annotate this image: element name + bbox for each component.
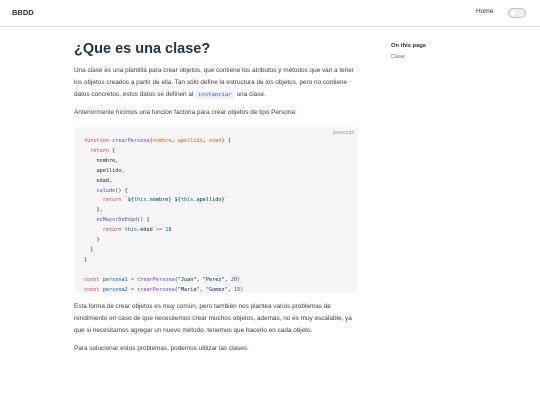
- code-language-label: javascript: [332, 130, 354, 136]
- code-token: esMayorDeEdad: [96, 217, 138, 224]
- code-token: function: [84, 138, 109, 144]
- code-token: "Maria": [177, 286, 200, 293]
- code-token: .nombre} $: [146, 197, 178, 204]
- code-token: this: [180, 197, 194, 204]
- nav-link-home[interactable]: Home: [476, 8, 494, 15]
- code-token: apellido,: [96, 167, 125, 174]
- code-token: 15: [233, 286, 241, 293]
- code-token: .edad: [137, 227, 153, 234]
- code-token: const: [84, 276, 100, 283]
- code-token: .apellido}`: [193, 197, 228, 204]
- paragraph-intro: [74, 65, 358, 101]
- code-token: const: [84, 286, 100, 293]
- code-token: "Gomez": [205, 286, 228, 293]
- code-token: return: [102, 197, 122, 204]
- code-block: [74, 127, 358, 293]
- code-token: 20: [230, 276, 238, 283]
- code-token: "Perez": [202, 276, 225, 283]
- code-token: return: [102, 227, 122, 234]
- code-token: >=: [155, 227, 163, 234]
- code-token: this: [134, 197, 147, 204]
- code-token: crearPersona: [137, 276, 175, 283]
- code-token: persona1: [102, 276, 128, 283]
- theme-toggle-switch[interactable]: [508, 8, 526, 18]
- inline-code-instanciar: instanciar: [195, 91, 235, 99]
- code-token: saludo: [96, 187, 116, 194]
- paragraph-intro-text: Una clase es una plantilla para crear objetos, que contiene los atributos y métodos que van a tener los objetos creados a partir de ella. Tan sólo define la estructura de los objetos, pero no contiene datos concretos, estos datos se definen al: [74, 67, 354, 98]
- toggle-switch-icon: [510, 10, 516, 16]
- code-token: "Juan": [177, 276, 197, 283]
- paragraph-problems: Esta forma de crear objetos es muy común, pero también nos plantea varios problemas de rendimiento en caso de que necesitemos crear muchos objetos, además, no es muy escalable, ya que si necesitamos agregar un nuevo método, tenemos que hacerlo en cada objeto.: [74, 303, 352, 334]
- code-token: crearPersona: [112, 138, 150, 144]
- code-token: apellido: [177, 138, 203, 144]
- page-title: ¿Que es una clase?: [74, 41, 211, 57]
- code-token: return: [90, 147, 109, 154]
- top-navbar: [0, 0, 540, 27]
- code-token: crearPersona: [137, 286, 175, 293]
- code-token: edad: [208, 138, 222, 144]
- code-token: 18: [165, 227, 172, 234]
- code-token: nombre: [152, 138, 172, 144]
- code-token: this: [124, 227, 138, 234]
- outline-title: On this page: [391, 43, 427, 49]
- article-content: [74, 38, 358, 355]
- paragraph-solution: Para solucionar estos problemas, podemos utilizar las clases.: [74, 345, 249, 352]
- code-token: nombre,: [96, 157, 119, 164]
- site-title[interactable]: BBDD: [12, 8, 34, 17]
- paragraph-factory: Anteriormente hicimos una funcion factoria para crear objetos de tipo Persona:: [74, 109, 297, 116]
- code-content: function crearPersona(nombre, apellido, edad) { return { nombre, apellido, edad, saludo() { return `${this.nombre} ${this.apellido}` }, esMayorDeEdad() { return this.edad >= 18 } } } const persona1 = crearPersona("Juan", "Perez", 20) const persona2 = crearPersona("Maria", "Gomez", 15): [84, 138, 244, 293]
- on-this-page-outline: [391, 43, 501, 60]
- code-token: edad,: [96, 177, 113, 184]
- outline-link-clase[interactable]: Clase: [391, 54, 405, 60]
- paragraph-intro-end: una clase.: [234, 91, 266, 98]
- code-token: persona2: [102, 286, 128, 293]
